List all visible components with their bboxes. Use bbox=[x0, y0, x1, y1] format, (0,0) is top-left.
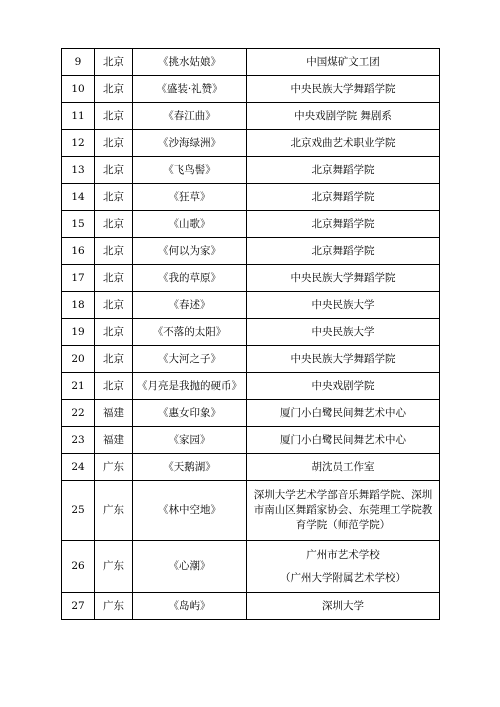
province: 福建 bbox=[95, 400, 133, 427]
work-title: 《盛装·礼赞》 bbox=[133, 76, 247, 103]
unit-name-line: 育学院（师范学院） bbox=[295, 519, 391, 531]
unit-name: 中央民族大学舞蹈学院 bbox=[247, 265, 440, 292]
province: 北京 bbox=[95, 211, 133, 238]
province: 北京 bbox=[95, 103, 133, 130]
row-number: 23 bbox=[62, 427, 95, 454]
table-row bbox=[62, 211, 440, 238]
program-table bbox=[61, 48, 440, 620]
province: 北京 bbox=[95, 49, 133, 76]
province: 北京 bbox=[95, 319, 133, 346]
table-row bbox=[62, 541, 440, 593]
work-title: 《春述》 bbox=[133, 292, 247, 319]
work-title: 《狂草》 bbox=[133, 184, 247, 211]
work-title: 《不落的太阳》 bbox=[133, 319, 247, 346]
row-number: 13 bbox=[62, 157, 95, 184]
work-title: 《何以为家》 bbox=[133, 238, 247, 265]
work-title: 《山歌》 bbox=[133, 211, 247, 238]
unit-name bbox=[247, 541, 440, 593]
table-row bbox=[62, 49, 440, 76]
row-number: 16 bbox=[62, 238, 95, 265]
table-row bbox=[62, 265, 440, 292]
unit-name bbox=[247, 481, 440, 541]
row-number: 14 bbox=[62, 184, 95, 211]
row-number: 26 bbox=[62, 541, 95, 593]
table-row bbox=[62, 238, 440, 265]
unit-name: 深圳大学 bbox=[247, 593, 440, 620]
unit-name: 北京舞蹈学院 bbox=[247, 211, 440, 238]
work-title: 《心潮》 bbox=[133, 541, 247, 593]
row-number: 11 bbox=[62, 103, 95, 130]
table-row bbox=[62, 346, 440, 373]
unit-name: 中央戏剧学院 舞剧系 bbox=[247, 103, 440, 130]
unit-name: 中央民族大学 bbox=[247, 319, 440, 346]
unit-name: 北京舞蹈学院 bbox=[247, 157, 440, 184]
unit-name: 中央民族大学 bbox=[247, 292, 440, 319]
province: 北京 bbox=[95, 373, 133, 400]
unit-name: 北京舞蹈学院 bbox=[247, 238, 440, 265]
unit-name: 北京舞蹈学院 bbox=[247, 184, 440, 211]
province: 广东 bbox=[95, 541, 133, 593]
unit-name: 中央民族大学舞蹈学院 bbox=[247, 76, 440, 103]
unit-name-line: 广州市艺术学校 bbox=[306, 548, 380, 561]
province: 福建 bbox=[95, 427, 133, 454]
row-number: 24 bbox=[62, 454, 95, 481]
work-title: 《挑水姑娘》 bbox=[133, 49, 247, 76]
table-row bbox=[62, 427, 440, 454]
row-number: 27 bbox=[62, 593, 95, 620]
table-row bbox=[62, 593, 440, 620]
table-row bbox=[62, 454, 440, 481]
row-number: 22 bbox=[62, 400, 95, 427]
table-row bbox=[62, 157, 440, 184]
work-title: 《岛屿》 bbox=[133, 593, 247, 620]
row-number: 15 bbox=[62, 211, 95, 238]
work-title: 《林中空地》 bbox=[133, 481, 247, 541]
row-number: 10 bbox=[62, 76, 95, 103]
row-number: 9 bbox=[62, 49, 95, 76]
work-title: 《天鹅湖》 bbox=[133, 454, 247, 481]
province: 北京 bbox=[95, 238, 133, 265]
row-number: 20 bbox=[62, 346, 95, 373]
unit-name: 中央民族大学舞蹈学院 bbox=[247, 346, 440, 373]
work-title: 《惠女印象》 bbox=[133, 400, 247, 427]
work-title: 《家园》 bbox=[133, 427, 247, 454]
province: 广东 bbox=[95, 454, 133, 481]
province: 广东 bbox=[95, 593, 133, 620]
province: 北京 bbox=[95, 265, 133, 292]
table-row bbox=[62, 400, 440, 427]
row-number: 19 bbox=[62, 319, 95, 346]
unit-name: 厦门小白鹭民间舞艺术中心 bbox=[247, 427, 440, 454]
table-row bbox=[62, 292, 440, 319]
province: 北京 bbox=[95, 184, 133, 211]
table-row bbox=[62, 184, 440, 211]
row-number: 18 bbox=[62, 292, 95, 319]
province: 广东 bbox=[95, 481, 133, 541]
table-row bbox=[62, 130, 440, 157]
work-title: 《大河之子》 bbox=[133, 346, 247, 373]
work-title: 《春江曲》 bbox=[133, 103, 247, 130]
unit-name-line: 市南山区舞蹈家协会、东莞理工学院教 bbox=[253, 504, 433, 516]
row-number: 17 bbox=[62, 265, 95, 292]
province: 北京 bbox=[95, 130, 133, 157]
unit-name: 厦门小白鹭民间舞艺术中心 bbox=[247, 400, 440, 427]
work-title: 《月亮是我抛的硬币》 bbox=[133, 373, 247, 400]
province: 北京 bbox=[95, 346, 133, 373]
table-row bbox=[62, 103, 440, 130]
province: 北京 bbox=[95, 76, 133, 103]
work-title: 《我的草原》 bbox=[133, 265, 247, 292]
province: 北京 bbox=[95, 292, 133, 319]
province: 北京 bbox=[95, 157, 133, 184]
work-title: 《沙海绿洲》 bbox=[133, 130, 247, 157]
unit-name: 中国煤矿文工团 bbox=[247, 49, 440, 76]
table-row bbox=[62, 319, 440, 346]
unit-name: 北京戏曲艺术职业学院 bbox=[247, 130, 440, 157]
unit-name: 中央戏剧学院 bbox=[247, 373, 440, 400]
row-number: 21 bbox=[62, 373, 95, 400]
unit-name-line: 深圳大学艺术学部音乐舞蹈学院、深圳 bbox=[253, 489, 433, 501]
row-number: 12 bbox=[62, 130, 95, 157]
work-title: 《飞鸟髻》 bbox=[133, 157, 247, 184]
table-row bbox=[62, 373, 440, 400]
unit-name: 胡沈员工作室 bbox=[247, 454, 440, 481]
unit-name-line: （广州大学附属艺术学校） bbox=[280, 571, 406, 584]
table-row bbox=[62, 76, 440, 103]
row-number: 25 bbox=[62, 481, 95, 541]
table-row bbox=[62, 481, 440, 541]
